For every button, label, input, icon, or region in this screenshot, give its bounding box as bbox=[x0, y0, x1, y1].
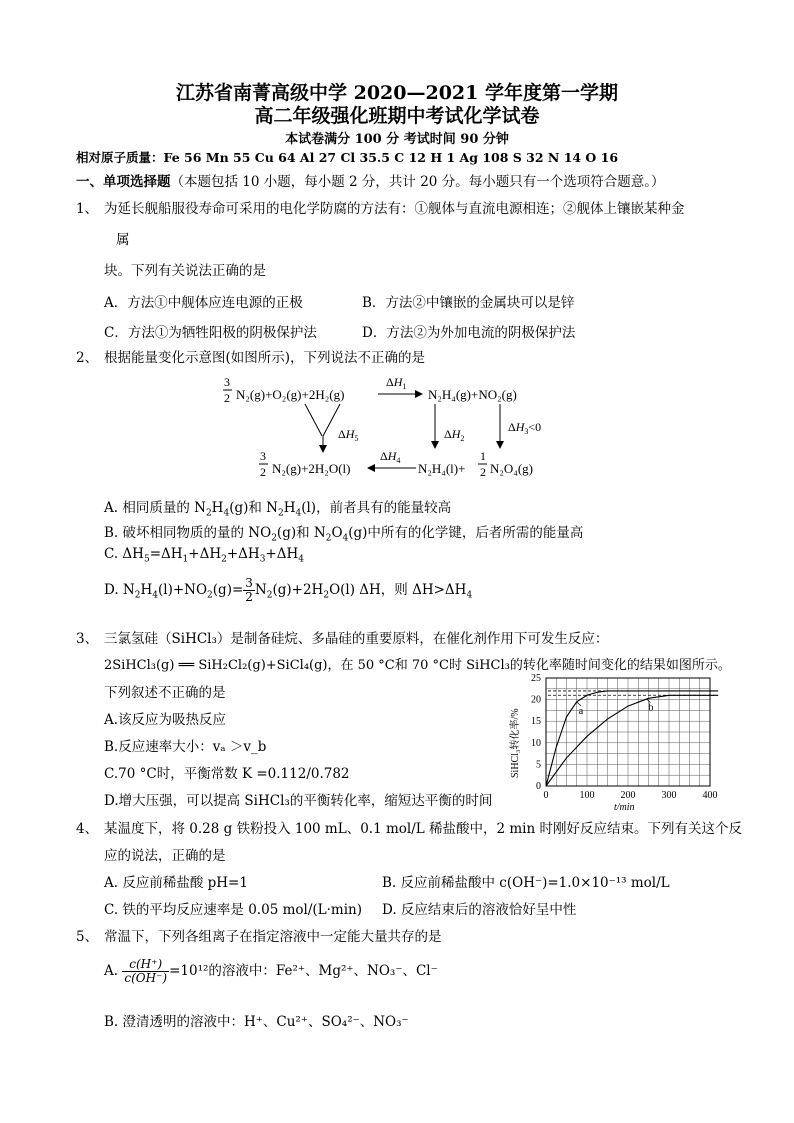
y-tick-label: 15 bbox=[531, 716, 541, 728]
q2-number: 2、 bbox=[76, 350, 99, 366]
q3-option-a: A.该反应为吸热反应 bbox=[104, 712, 227, 728]
series-label-a: a bbox=[578, 705, 584, 717]
fraction-3-2: $\frac{3}{2}$ bbox=[245, 576, 253, 604]
q1-stem-3: 块。下列有关说法正确的是 bbox=[104, 263, 266, 279]
q1-stem-2: 属 bbox=[116, 232, 130, 248]
x-tick-label: 300 bbox=[661, 790, 677, 801]
dh4-label: $\Delta H_4$ bbox=[380, 449, 401, 465]
coef-2-tl: 2 bbox=[224, 391, 230, 405]
exam-subtitle: 本试卷满分 100 分 考试时间 90 分钟 bbox=[285, 132, 509, 147]
q4-number: 4、 bbox=[76, 821, 99, 837]
coef-3-bl: 3 bbox=[260, 449, 266, 463]
y-tick-label: 25 bbox=[531, 673, 541, 684]
q1-option-a: A．方法①中舰体应连电源的正极 bbox=[104, 295, 303, 311]
q4-option-c: C. 铁的平均反应速率是 0.05 mol/(L·min) bbox=[104, 902, 362, 918]
q5-option-b: B. 澄清透明的溶液中：H⁺、Cu²⁺、SO₄²⁻、NO₃⁻ bbox=[104, 1014, 409, 1030]
q2-option-d: D. $N_2H_4(l)+NO_2(g)=$ $\frac{3}{2}$ $N_2(g)+2H_2O(l)$ ΔH，则 $\Delta H>\Delta H_4$ bbox=[104, 576, 473, 604]
conversion-chart bbox=[506, 672, 720, 812]
q5-fraction: $\frac{c(H^+)}{c(OH^-)}$ bbox=[124, 957, 168, 985]
q3-option-b: B.反应速率大小：vₐ ＞v_b bbox=[104, 739, 267, 755]
y-tick-label: 20 bbox=[531, 694, 541, 706]
exam-title-line2: 高二年级强化班期中考试化学试卷 bbox=[254, 105, 540, 127]
q4-option-d: D. 反应结束后的溶液恰好呈中性 bbox=[382, 902, 577, 918]
energy-diagram bbox=[220, 370, 580, 482]
diagram-top-left: N₂(g)+O₂(g)+2H₂(g) bbox=[236, 387, 345, 402]
q1-stem-1: 为延长舰船服役寿命可采用的电化学防腐的方法有：①舰体与直流电源相连；②舰体上镶嵌某种金 bbox=[104, 201, 685, 217]
atomic-mass-line: 相对原子质量：Fe 56 Mn 55 Cu 64 Al 27 Cl 35.5 C 12 H 1 Ag 108 S 32 N 14 O 16 bbox=[76, 150, 619, 165]
q3-stem-3: 下列叙述不正确的是 bbox=[104, 685, 226, 701]
diagram-bottom-left: N₂(g)+2H₂O(l) bbox=[272, 461, 351, 476]
diagram-top-right: N₂H₄(g)+NO₂(g) bbox=[428, 387, 517, 402]
section1-note: （本题包括 10 小题，每小题 2 分，共计 20 分。每小题只有一个选项符合题意。） bbox=[170, 174, 665, 190]
x-tick-label: 200 bbox=[620, 790, 636, 801]
dh3-label: $\Delta H_3<0$ bbox=[508, 420, 542, 436]
q5-number: 5、 bbox=[76, 929, 99, 945]
q3-option-d: D.增大压强，可以提高 SiHCl₃的平衡转化率，缩短达平衡的时间 bbox=[104, 793, 493, 809]
dh5-label: $\Delta H_5$ bbox=[338, 427, 359, 443]
q4-stem-2: 应的说法，正确的是 bbox=[104, 848, 226, 864]
section1-heading-row bbox=[76, 170, 664, 190]
dh1-label: $\Delta H_1$ bbox=[386, 375, 407, 391]
coef-1-br: 1 bbox=[480, 449, 486, 463]
q1-option-d: D．方法②为外加电流的阴极保护法 bbox=[362, 325, 576, 341]
y-tick-label: 10 bbox=[531, 737, 541, 749]
q3-stem-2: 2SiHCl₃(g) ══ SiH₂Cl₂(g)+SiCl₄(g)，在 50 °C和 70 °C时 SiHCl₃的转化率随时间变化的结果如图所示。 bbox=[104, 658, 731, 673]
coef-2-bl: 2 bbox=[260, 465, 266, 479]
chart-xlabel: t/min bbox=[614, 802, 635, 812]
y-tick-label: 0 bbox=[536, 781, 541, 792]
q3-stem-1: 三氯氢硅（SiHCl₃）是制备硅烷、多晶硅的重要原料，在催化剂作用下可发生反应： bbox=[104, 631, 609, 647]
dh2-label: $\Delta H_2$ bbox=[444, 427, 465, 443]
q1-number: 1、 bbox=[76, 201, 99, 217]
chart-ylabel: SiHCl₃转化率/% bbox=[510, 708, 521, 778]
q5-option-a: A. $\frac{c(H^+)}{c(OH^-)}$ =10¹²的溶液中：Fe²⁺、Mg²⁺、NO₃⁻、Cl⁻ bbox=[104, 957, 438, 985]
exam-title-line1: 江苏省南菁高级中学 2020—2021 学年度第一学期 bbox=[176, 82, 618, 104]
diagram-bottom-right-b: N₂O₄(g) bbox=[490, 461, 533, 476]
coef-2-br: 2 bbox=[480, 465, 486, 479]
q3-option-c: C.70 °C时，平衡常数 K =0.112/0.782 bbox=[104, 766, 350, 782]
q4-option-a: A. 反应前稀盐酸 pH=1 bbox=[104, 875, 248, 891]
q4-option-b: B. 反应前稀盐酸中 c(OH⁻)=1.0×10⁻¹³ mol/L bbox=[382, 875, 670, 891]
q5-stem: 常温下，下列各组离子在指定溶液中一定能大量共存的是 bbox=[104, 929, 442, 945]
x-tick-label: 400 bbox=[702, 790, 718, 801]
q2-option-b: B. 破坏相同物质的量的 $NO_2(g)$和 $N_2O_4(g)$中所有的化学键，后者所需的能量高 bbox=[104, 525, 584, 544]
q3-number: 3、 bbox=[76, 631, 99, 647]
y-tick-label: 5 bbox=[536, 759, 541, 771]
section1-heading: 一、单项选择题 bbox=[76, 174, 171, 190]
x-tick-label: 0 bbox=[543, 790, 549, 801]
q1-option-c: C．方法①为牺牲阳极的阴极保护法 bbox=[104, 325, 317, 341]
q2-option-c: C. $\Delta H_5=\Delta H_1+\Delta H_2+\Delta H_3+\Delta H_4$ bbox=[104, 546, 304, 565]
coef-3-tl: 3 bbox=[224, 375, 230, 389]
diagram-bottom-right-a: N₂H₄(l)+ bbox=[418, 461, 466, 476]
q4-stem-1: 某温度下，将 0.28 g 铁粉投入 100 mL、0.1 mol/L 稀盐酸中，2 min 时刚好反应结束。下列有关这个反 bbox=[104, 821, 742, 837]
x-tick-label: 100 bbox=[579, 790, 595, 801]
q1-option-b: B．方法②中镶嵌的金属块可以是锌 bbox=[362, 295, 575, 311]
q2-option-a: A. 相同质量的 $N_2H_4(g)$和 $N_2H_4(l)$，前者具有的能量较高 bbox=[104, 500, 452, 519]
series-line-a bbox=[546, 691, 718, 786]
q2-stem: 根据能量变化示意图(如图所示)，下列说法不正确的是 bbox=[104, 350, 426, 366]
series-label-b: b bbox=[648, 702, 654, 714]
